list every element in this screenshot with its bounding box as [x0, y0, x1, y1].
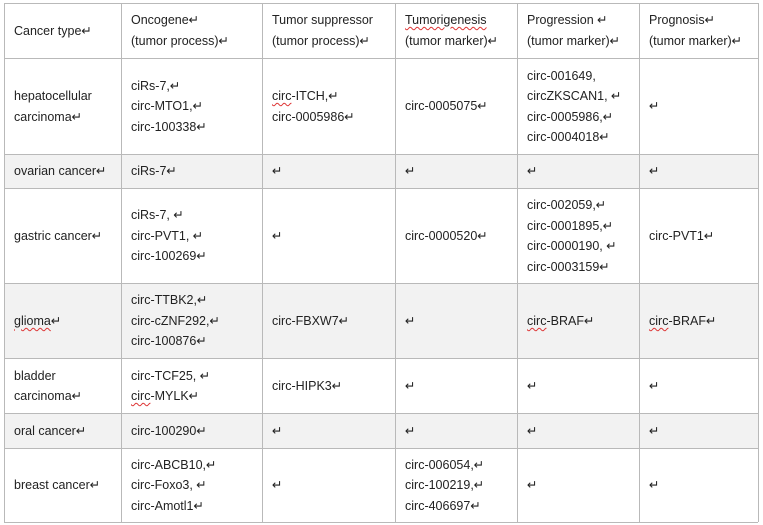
cell-text: circ-cZNF292,↵ [131, 313, 220, 328]
table-cell [649, 155, 756, 188]
table-cell [649, 359, 756, 413]
table-cell [405, 449, 515, 522]
cell-text: ↵ [405, 313, 416, 328]
table-cell [14, 414, 119, 448]
cell-text: ↵ [527, 478, 538, 493]
cell-text: circZKSCAN1, ↵ [527, 89, 622, 103]
table-cell [131, 189, 260, 283]
table-cell [14, 284, 119, 358]
cell-text: ↵ [649, 164, 660, 179]
cell-text: circ-HIPK3↵ [272, 378, 343, 393]
cell-text: circ-BRAF↵ [527, 313, 595, 328]
cell-text: Progression ↵ [527, 13, 608, 27]
header-cell [649, 4, 756, 58]
cell-text: ↵ [405, 164, 416, 179]
table-cell [272, 359, 393, 413]
cell-text: circ-001649, [527, 68, 596, 83]
table-cell [527, 414, 637, 448]
cell-text: ↵ [405, 423, 416, 438]
cell-text: circ-Amotl1↵ [131, 498, 204, 513]
cell-text: circ-MTO1,↵ [131, 99, 204, 114]
cell-text: circ-0005986↵ [272, 109, 355, 124]
cell-text: ↵ [649, 478, 660, 493]
table-cell [527, 449, 637, 522]
header-cell [405, 4, 515, 58]
cell-text: ovarian cancer↵ [14, 164, 107, 179]
table-cell [272, 189, 393, 283]
cell-text: bladder [14, 368, 56, 383]
cell-text: circ-TTBK2,↵ [131, 293, 208, 308]
cell-text: hepatocellular [14, 89, 92, 103]
table-cell [405, 414, 515, 448]
cell-text: circ-0004018↵ [527, 130, 610, 144]
cell-text: (tumor process)↵ [131, 34, 229, 48]
cell-text: circ-FBXW7↵ [272, 313, 350, 328]
cell-text: (tumor marker)↵ [527, 34, 621, 48]
table-rule [262, 3, 263, 522]
table-cell [405, 155, 515, 188]
cell-text: oral cancer↵ [14, 423, 87, 438]
cell-text: ↵ [649, 99, 660, 114]
cell-text: circ-0000190, ↵ [527, 239, 617, 253]
cell-text: ↵ [272, 423, 283, 438]
header-cell [527, 4, 637, 58]
table-cell [14, 189, 119, 283]
table-cell [272, 284, 393, 358]
cell-text: circ-100219,↵ [405, 478, 485, 493]
table-cell [405, 359, 515, 413]
cell-text: circ-Foxo3, ↵ [131, 478, 207, 493]
cell-text: Prognosis↵ [649, 13, 716, 27]
cell-text: circ-ABCB10,↵ [131, 457, 217, 472]
table-cell [272, 449, 393, 522]
cell-text: ↵ [272, 228, 283, 243]
table-rule [395, 3, 396, 522]
table-cell [131, 449, 260, 522]
table-rule [4, 522, 758, 523]
header-cell [131, 4, 260, 58]
cell-text: circ-MYLK↵ [131, 389, 200, 403]
table-cell [649, 414, 756, 448]
cell-text: ↵ [527, 164, 538, 179]
table-cell [272, 59, 393, 154]
cell-text: circ-0005986,↵ [527, 109, 614, 124]
cell-text: glioma↵ [14, 313, 62, 328]
table-cell [131, 59, 260, 154]
cell-text: circ-0001895,↵ [527, 218, 614, 233]
table-cell [527, 284, 637, 358]
table-cell [131, 414, 260, 448]
cell-text: circ-100269↵ [131, 249, 207, 264]
cell-text: ↵ [649, 423, 660, 438]
cell-text: circ-0000520↵ [405, 228, 488, 243]
table-rule [121, 3, 122, 522]
cell-text: carcinoma↵ [14, 389, 83, 403]
header-cell [14, 4, 119, 58]
table-cell [131, 284, 260, 358]
table-rule [758, 3, 759, 522]
cell-text: circ-BRAF↵ [649, 313, 717, 328]
cell-text: ciRs-7↵ [131, 164, 177, 179]
cell-text: ↵ [405, 378, 416, 393]
cell-text: circ-002059,↵ [527, 198, 607, 212]
table-cell [405, 284, 515, 358]
cell-text: circ-100876↵ [131, 334, 207, 349]
table-cell [649, 449, 756, 522]
cell-text: circ-0005075↵ [405, 99, 488, 114]
table-cell [131, 359, 260, 413]
cell-text: ciRs-7, ↵ [131, 208, 184, 223]
cell-text: (tumor process)↵ [272, 34, 370, 48]
cell-text: ↵ [527, 423, 538, 438]
cell-text: circ-100290↵ [131, 423, 207, 438]
table-rule [4, 3, 5, 522]
table-rule [517, 3, 518, 522]
cell-text: circ-PVT1↵ [649, 228, 715, 243]
cell-text: circ-PVT1, ↵ [131, 228, 204, 243]
table-cell [405, 189, 515, 283]
table-cell [527, 359, 637, 413]
cell-text: carcinoma↵ [14, 109, 83, 124]
cell-text: circ-100338↵ [131, 119, 207, 134]
table-cell [272, 414, 393, 448]
cell-text: Oncogene↵ [131, 13, 200, 27]
cell-text: (tumor marker)↵ [405, 34, 499, 48]
cell-text: ↵ [649, 378, 660, 393]
table-cell [527, 155, 637, 188]
cell-text: gastric cancer↵ [14, 228, 103, 243]
cell-text: breast cancer↵ [14, 478, 101, 493]
cell-text: Tumor suppressor [272, 13, 373, 27]
cell-text: ciRs-7,↵ [131, 78, 181, 93]
cell-text: ↵ [527, 378, 538, 393]
table-cell [14, 59, 119, 154]
table-cell [405, 59, 515, 154]
cell-text: circ-TCF25, ↵ [131, 368, 211, 383]
cell-text: circ-406697↵ [405, 498, 481, 513]
table-cell [14, 155, 119, 188]
header-cell [272, 4, 393, 58]
cell-text: Tumorigenesis [405, 13, 487, 27]
table-cell [527, 189, 637, 283]
cell-text: (tumor marker)↵ [649, 34, 743, 48]
cell-text: ↵ [272, 164, 283, 179]
cell-text: circ-006054,↵ [405, 457, 485, 472]
table-cell [527, 59, 637, 154]
table-cell [14, 449, 119, 522]
cell-text: ↵ [272, 478, 283, 493]
table-cell [649, 189, 756, 283]
table-cell [649, 59, 756, 154]
table-cell [649, 284, 756, 358]
cell-text: circ-ITCH,↵ [272, 89, 339, 103]
table-cell [14, 359, 119, 413]
table-cell [272, 155, 393, 188]
table-cell [131, 155, 260, 188]
cell-text: Cancer type↵ [14, 23, 92, 38]
table-rule [639, 3, 640, 522]
cell-text: circ-0003159↵ [527, 259, 610, 274]
